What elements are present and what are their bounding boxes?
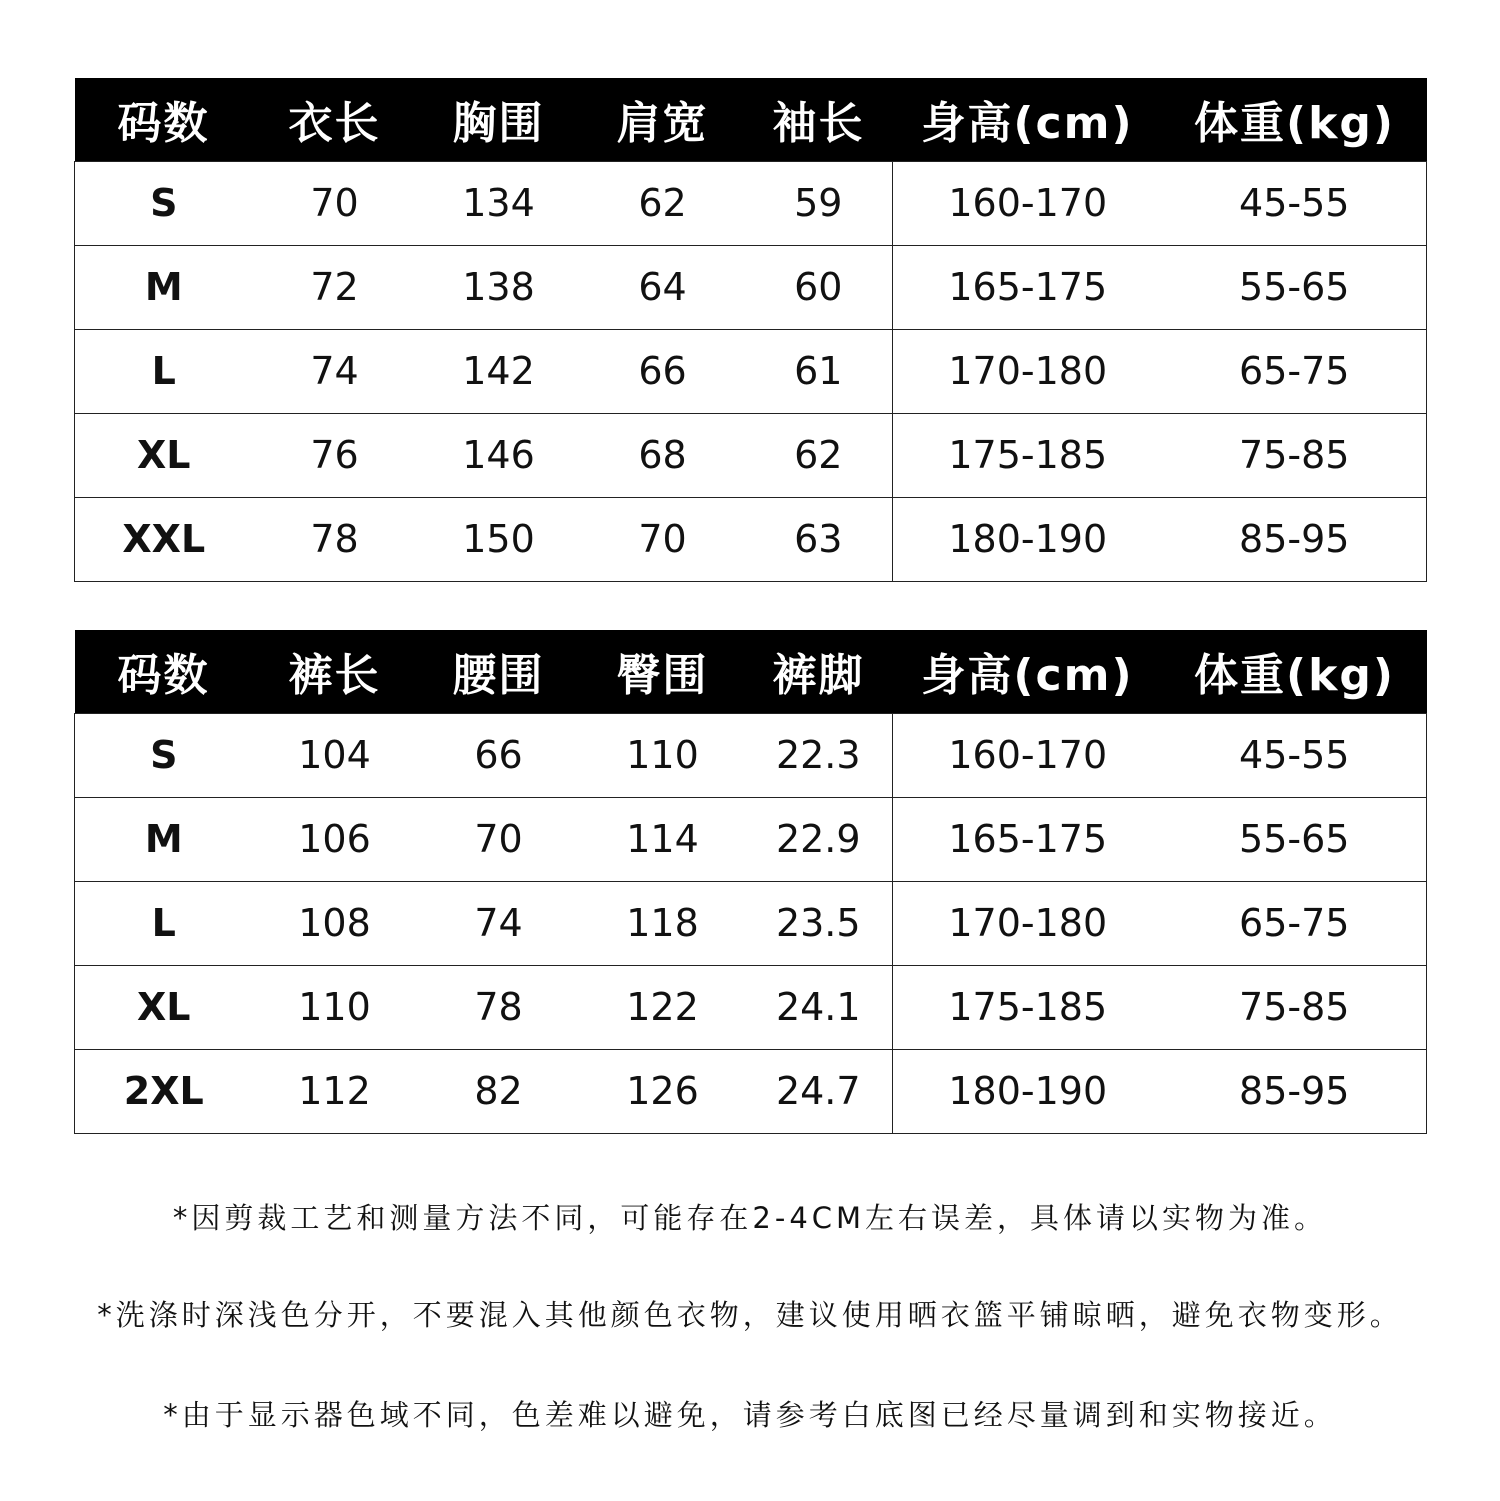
table-row [75, 497, 1427, 581]
table-cell: 55-65 [1163, 797, 1427, 881]
table-cell: 134 [417, 161, 581, 245]
table-cell: 63 [745, 497, 893, 581]
table-cell: 65-75 [1163, 329, 1427, 413]
table-cell: 78 [417, 965, 581, 1049]
color-difference-note: *由于显示器色域不同，色差难以避免，请参考白底图已经尽量调到和实物接近。 [163, 1398, 1337, 1432]
header-chest: 胸围 [452, 98, 545, 150]
table-row [75, 413, 1427, 497]
size-cell: M [75, 797, 253, 881]
table-cell: 108 [253, 881, 417, 965]
size-cell: XL [75, 413, 253, 497]
table-cell: 70 [253, 161, 417, 245]
table-row [75, 965, 1427, 1049]
table-cell: 23.5 [745, 881, 893, 965]
header-size: 码数 [117, 98, 210, 150]
table-cell: 68 [581, 413, 745, 497]
header-leg-opening: 裤脚 [772, 650, 865, 702]
table-cell: 175-185 [893, 413, 1163, 497]
header-weight: 体重(kg) [1194, 98, 1395, 150]
bottom-size-table [74, 630, 1427, 1134]
table-cell: 104 [253, 713, 417, 797]
size-cell: S [75, 713, 253, 797]
header-size: 码数 [117, 650, 210, 702]
table-cell: 138 [417, 245, 581, 329]
table-row [75, 329, 1427, 413]
table-cell: 180-190 [893, 497, 1163, 581]
size-cell: L [75, 881, 253, 965]
header-shoulder: 肩宽 [616, 98, 709, 150]
table-row [75, 161, 1427, 245]
table-cell: 180-190 [893, 1049, 1163, 1133]
table-cell: 74 [253, 329, 417, 413]
table-cell: 76 [253, 413, 417, 497]
table-cell: 64 [581, 245, 745, 329]
size-cell: XL [75, 965, 253, 1049]
table-cell: 59 [745, 161, 893, 245]
measurement-error-note: *因剪裁工艺和测量方法不同，可能存在2-4CM左右误差，具体请以实物为准。 [172, 1201, 1328, 1235]
table-cell: 82 [417, 1049, 581, 1133]
size-cell: L [75, 329, 253, 413]
header-sleeve: 袖长 [772, 98, 865, 150]
header-height: 身高(cm) [921, 98, 1134, 150]
table-cell: 126 [581, 1049, 745, 1133]
table-cell: 118 [581, 881, 745, 965]
header-height: 身高(cm) [921, 650, 1134, 702]
table-cell: 24.7 [745, 1049, 893, 1133]
table-cell: 150 [417, 497, 581, 581]
table-row [75, 713, 1427, 797]
header-weight: 体重(kg) [1194, 650, 1395, 702]
table-cell: 160-170 [893, 161, 1163, 245]
table-row [75, 1049, 1427, 1133]
table-cell: 114 [581, 797, 745, 881]
table-cell: 65-75 [1163, 881, 1427, 965]
table-cell: 61 [745, 329, 893, 413]
table-cell: 146 [417, 413, 581, 497]
table-cell: 66 [417, 713, 581, 797]
table-cell: 72 [253, 245, 417, 329]
table-cell: 112 [253, 1049, 417, 1133]
table-row [75, 245, 1427, 329]
table-cell: 60 [745, 245, 893, 329]
table-cell: 170-180 [893, 329, 1163, 413]
table-cell: 74 [417, 881, 581, 965]
table-cell: 45-55 [1163, 161, 1427, 245]
table-cell: 55-65 [1163, 245, 1427, 329]
size-cell: 2XL [75, 1049, 253, 1133]
table-cell: 75-85 [1163, 413, 1427, 497]
table-cell: 170-180 [893, 881, 1163, 965]
table-cell: 22.9 [745, 797, 893, 881]
table-cell: 165-175 [893, 245, 1163, 329]
table-header-row [75, 630, 1427, 713]
table-cell: 70 [417, 797, 581, 881]
size-cell: XXL [75, 497, 253, 581]
table-header-row [75, 78, 1427, 161]
table-row [75, 797, 1427, 881]
header-pants-length: 裤长 [288, 650, 381, 702]
table-cell: 75-85 [1163, 965, 1427, 1049]
table-cell: 85-95 [1163, 1049, 1427, 1133]
table-cell: 122 [581, 965, 745, 1049]
table-cell: 66 [581, 329, 745, 413]
table-cell: 24.1 [745, 965, 893, 1049]
header-waist: 腰围 [452, 650, 545, 702]
table-cell: 110 [253, 965, 417, 1049]
top-size-table [74, 78, 1427, 582]
table-cell: 78 [253, 497, 417, 581]
table-cell: 22.3 [745, 713, 893, 797]
size-cell: S [75, 161, 253, 245]
table-cell: 62 [581, 161, 745, 245]
table-cell: 85-95 [1163, 497, 1427, 581]
size-cell: M [75, 245, 253, 329]
washing-instructions-note: *洗涤时深浅色分开，不要混入其他颜色衣物，建议使用晒衣篮平铺晾晒，避免衣物变形。 [97, 1298, 1403, 1332]
table-cell: 70 [581, 497, 745, 581]
table-cell: 106 [253, 797, 417, 881]
table-cell: 175-185 [893, 965, 1163, 1049]
table-cell: 62 [745, 413, 893, 497]
table-cell: 142 [417, 329, 581, 413]
table-row [75, 881, 1427, 965]
table-cell: 45-55 [1163, 713, 1427, 797]
header-hip: 臀围 [616, 650, 709, 702]
table-cell: 160-170 [893, 713, 1163, 797]
header-length: 衣长 [288, 98, 381, 150]
table-cell: 165-175 [893, 797, 1163, 881]
table-cell: 110 [581, 713, 745, 797]
